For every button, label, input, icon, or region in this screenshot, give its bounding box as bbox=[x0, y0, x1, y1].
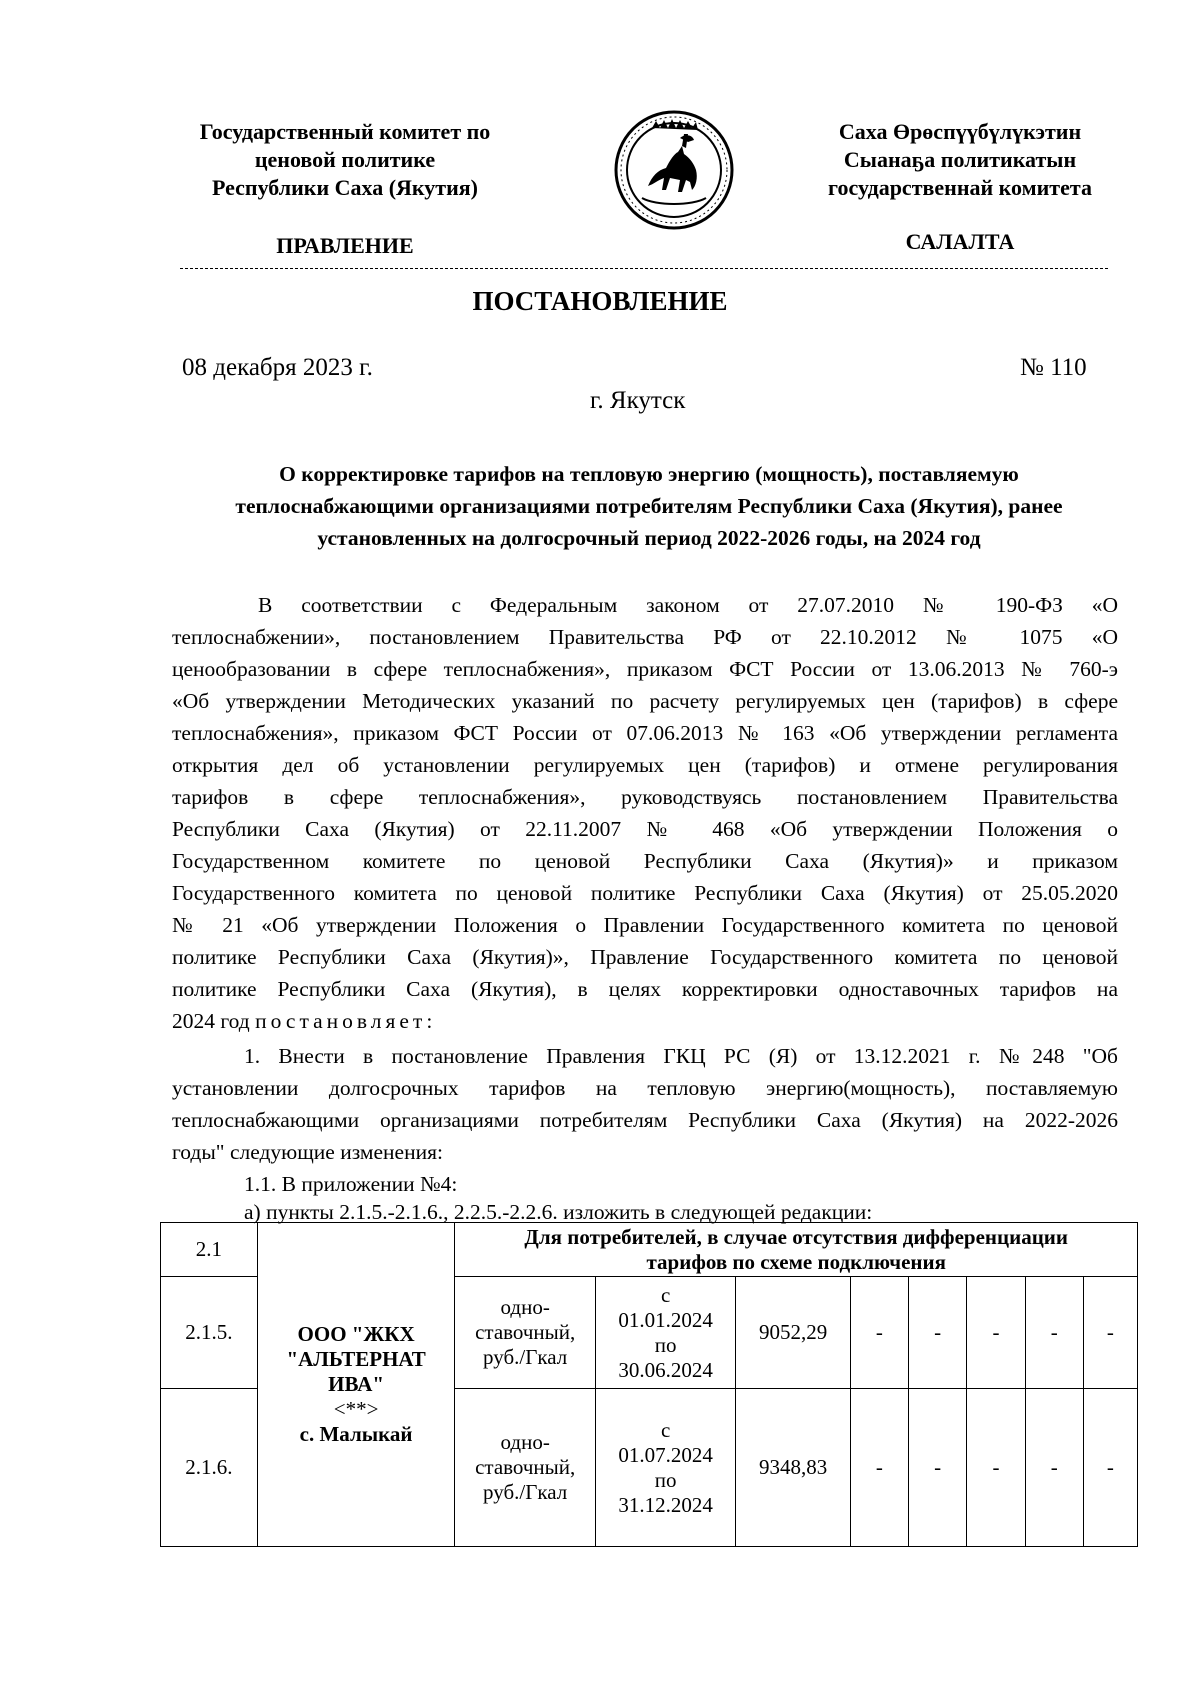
period-line: 01.01.2024 bbox=[618, 1307, 713, 1332]
subject-line: теплоснабжающими организациями потребителям Республики Саха (Якутия), ранее bbox=[235, 494, 1063, 518]
header-right-subtitle: САЛАЛТА bbox=[905, 229, 1015, 254]
paragraph-line: теплоснабжающими организациями потребителям Республики Саха (Якутия) на 2022-2026 bbox=[172, 1108, 1118, 1132]
header-left-line: Республики Саха (Якутия) bbox=[211, 175, 479, 200]
tariff-table bbox=[160, 1222, 1138, 1547]
tariff-type-line: ставочный, bbox=[475, 1320, 576, 1344]
tariff-value-cell: 9052,29 bbox=[736, 1277, 850, 1389]
item-a: а) пункты 2.1.5.-2.1.6., 2.2.5.-2.2.6. изложить в следующей редакции: bbox=[244, 1200, 873, 1224]
document-subject bbox=[160, 458, 1138, 554]
header-right-line: Сыанаҕа политикатын bbox=[843, 147, 1077, 172]
paragraph-line: № 21 «Об утверждении Положения о Правлении Государственного комитета по ценовой bbox=[172, 913, 1118, 937]
document-city: г. Якутск bbox=[590, 387, 686, 414]
dash-cell: - bbox=[1025, 1277, 1083, 1389]
header-right-line: государственнай комитета bbox=[828, 175, 1092, 200]
paragraph-line: политике Республики Саха (Якутия), в целях корректировки одноставочных тарифов на bbox=[172, 977, 1118, 1001]
document-number: № 110 bbox=[1020, 354, 1087, 381]
organization-line: ИВА" bbox=[328, 1372, 385, 1396]
sakha-coat-of-arms-icon bbox=[612, 108, 736, 232]
period-line: 31.12.2024 bbox=[618, 1492, 713, 1517]
subject-line: установленных на долгосрочный период 2022-2026 годы, на 2024 год bbox=[317, 526, 981, 550]
tariff-type-line: одно- bbox=[500, 1295, 550, 1319]
table-group-row bbox=[161, 1223, 1138, 1277]
header-left-line: ценовой политике bbox=[254, 147, 436, 172]
tariff-type-line: руб./Гкал bbox=[483, 1480, 568, 1504]
period-line: по bbox=[654, 1332, 677, 1357]
organization-line: <**> bbox=[333, 1397, 379, 1421]
row-number-cell: 2.1.5. bbox=[161, 1277, 258, 1389]
group-number-cell: 2.1 bbox=[161, 1223, 258, 1277]
period-line: 01.07.2024 bbox=[618, 1442, 713, 1467]
paragraph-preamble bbox=[172, 589, 1118, 1037]
period-line: по bbox=[654, 1467, 677, 1492]
tariff-type-cell bbox=[455, 1389, 595, 1547]
header-left bbox=[170, 118, 520, 202]
tariff-value-cell: 9348,83 bbox=[736, 1389, 850, 1547]
paragraph-last-line bbox=[172, 1005, 1118, 1037]
paragraph-line: тарифов в сфере теплоснабжения», руководствуясь постановлением Правительства bbox=[172, 785, 1118, 809]
dash-cell: - bbox=[850, 1277, 908, 1389]
header-left-line: Государственный комитет по bbox=[199, 119, 491, 144]
dash-cell: - bbox=[1025, 1389, 1083, 1547]
subject-line: О корректировке тарифов на тепловую энергию (мощность), поставляемую bbox=[279, 462, 1019, 486]
document-date: 08 декабря 2023 г. bbox=[182, 354, 373, 381]
organization-cell bbox=[257, 1223, 455, 1547]
dash-cell: - bbox=[909, 1277, 967, 1389]
dash-cell: - bbox=[967, 1277, 1025, 1389]
paragraph-last-line-start: 2024 год bbox=[172, 1009, 256, 1033]
paragraph-line: политике Республики Саха (Якутия)», Правление Государственного комитета по ценовой bbox=[172, 945, 1118, 969]
period-line: с bbox=[660, 1417, 671, 1442]
dash-cell: - bbox=[909, 1389, 967, 1547]
tariff-type-line: одно- bbox=[500, 1430, 550, 1454]
dash-cell: - bbox=[1083, 1277, 1137, 1389]
paragraph-item-1 bbox=[172, 1040, 1118, 1168]
paragraph-line: «Об утверждении Методических указаний по расчету регулируемых цен (тарифов) в сфере bbox=[172, 689, 1118, 713]
tariff-type-cell bbox=[455, 1277, 595, 1389]
paragraph-line: В соответствии с Федеральным законом от 27.07.2010 № 190-ФЗ «О bbox=[258, 593, 1118, 617]
header-right-line: Саха Өрөспүүбүлүкэтин bbox=[838, 119, 1082, 144]
item-1-1: 1.1. В приложении №4: bbox=[244, 1172, 458, 1196]
paragraph-line: установлении долгосрочных тарифов на тепловую энергию(мощность), поставляемую bbox=[172, 1076, 1118, 1100]
tariff-type-line: ставочный, bbox=[475, 1455, 576, 1479]
organization-line: ООО "ЖКХ bbox=[297, 1322, 415, 1346]
paragraph-line: теплоснабжения», приказом ФСТ России от 07.06.2013 № 163 «Об утверждении регламента bbox=[172, 721, 1118, 745]
header-left-subtitle: ПРАВЛЕНИЕ bbox=[276, 233, 414, 258]
paragraph-last-line: годы" следующие изменения: bbox=[172, 1140, 443, 1164]
dash-cell: - bbox=[967, 1389, 1025, 1547]
resolves-word: постановляет: bbox=[255, 1009, 437, 1033]
dash-cell: - bbox=[1083, 1389, 1137, 1547]
paragraph-line: Республики Саха (Якутия) от 22.11.2007 № 468 «Об утверждении Положения о bbox=[172, 817, 1118, 841]
row-number-cell: 2.1.6. bbox=[161, 1389, 258, 1547]
paragraph-line: Государственном комитете по ценовой Республики Саха (Якутия)» и приказом bbox=[172, 849, 1118, 873]
header-right bbox=[795, 118, 1125, 202]
organization-line: "АЛЬТЕРНАТ bbox=[286, 1347, 426, 1371]
header-divider bbox=[180, 268, 1108, 269]
period-line: 30.06.2024 bbox=[618, 1357, 713, 1382]
paragraph-line: ценообразовании в сфере теплоснабжения», приказом ФСТ России от 13.06.2013 № 760-э bbox=[172, 657, 1118, 681]
paragraph-line: 1. Внести в постановление Правления ГКЦ РС (Я) от 13.12.2021 г. №248 "Об bbox=[244, 1044, 1118, 1068]
tariff-type-line: руб./Гкал bbox=[483, 1345, 568, 1369]
paragraph-line: теплоснабжении», постановлением Правительства РФ от 22.10.2012 № 1075 «О bbox=[172, 625, 1118, 649]
group-header-line: Для потребителей, в случае отсутствия дифференциации bbox=[524, 1224, 1069, 1249]
group-header-cell bbox=[455, 1223, 1138, 1277]
paragraph-line: Государственного комитета по ценовой политике Республики Саха (Якутия) от 25.05.2020 bbox=[172, 881, 1118, 905]
period-line: с bbox=[660, 1282, 671, 1307]
dash-cell: - bbox=[850, 1389, 908, 1547]
paragraph-line: открытия дел об установлении регулируемых цен (тарифов) и отмене регулирования bbox=[172, 753, 1118, 777]
organization-line: с. Малыкай bbox=[299, 1422, 413, 1446]
group-header-line: тарифов по схеме подключения bbox=[646, 1249, 946, 1274]
period-cell bbox=[595, 1277, 735, 1389]
period-cell bbox=[595, 1389, 735, 1547]
document-type-title: ПОСТАНОВЛЕНИЕ bbox=[472, 286, 728, 316]
